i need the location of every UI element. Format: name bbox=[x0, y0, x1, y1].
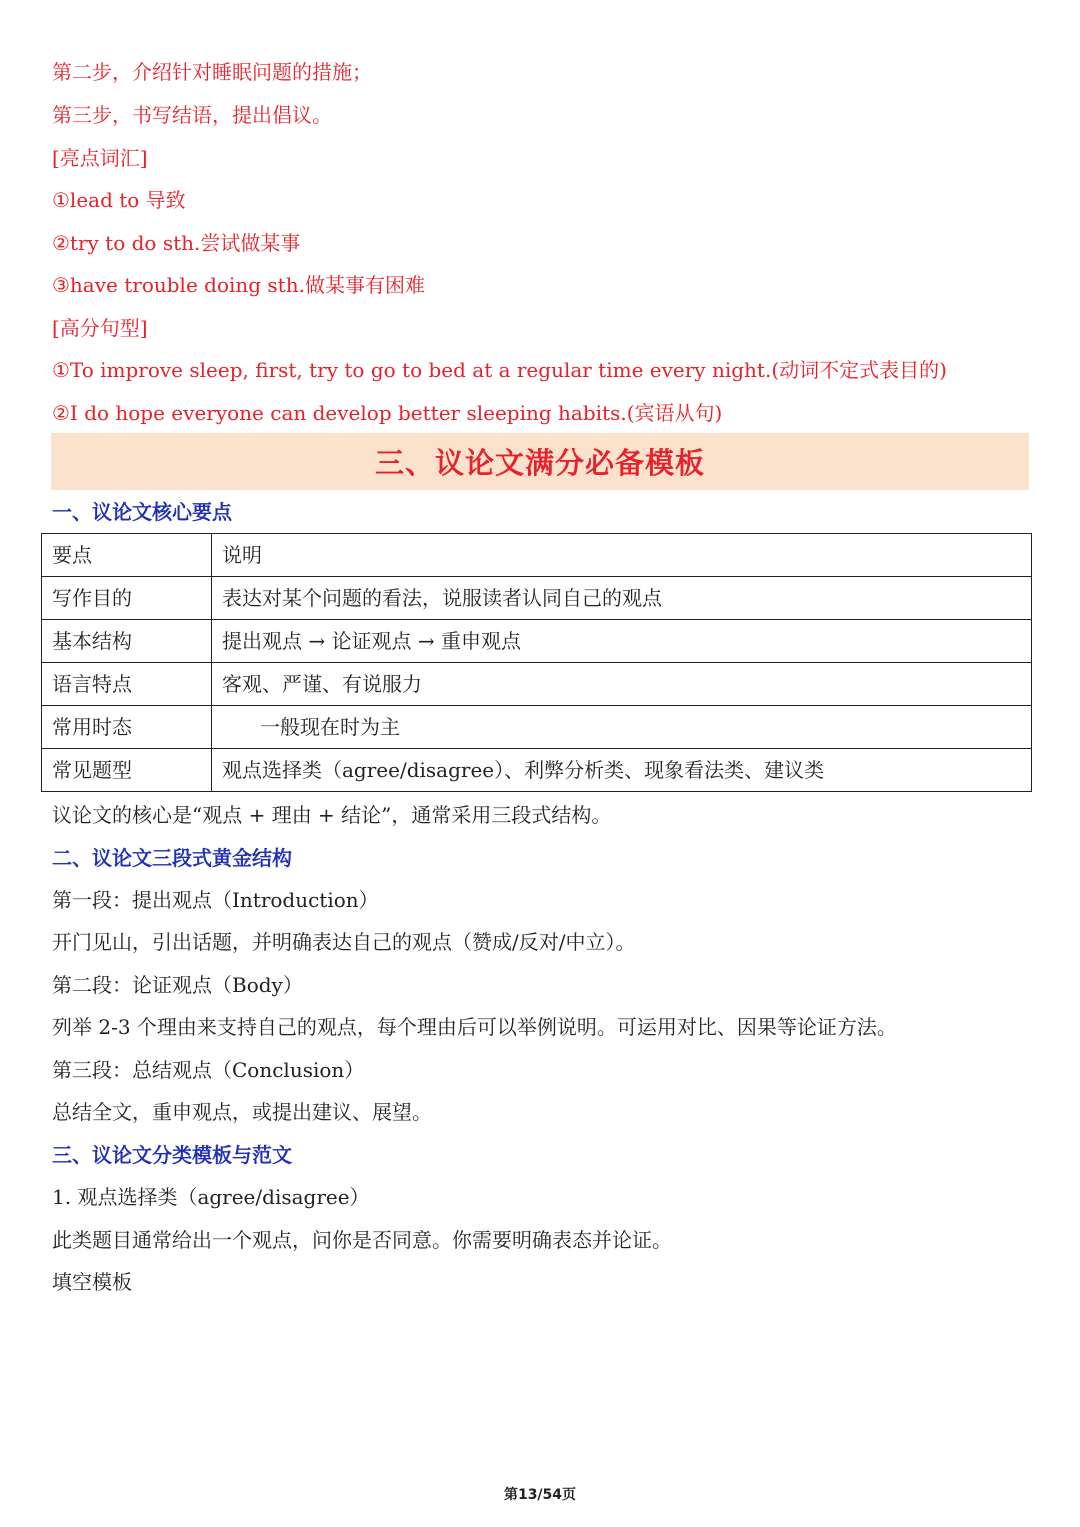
category-one-desc: 此类题目通常给出一个观点，问你是否同意。你需要明确表态并论证。 bbox=[52, 1228, 672, 1252]
paragraph-one-desc: 开门见山，引出话题，并明确表达自己的观点（赞成/反对/中立）。 bbox=[52, 930, 636, 954]
highlight-vocab-heading: [亮点词汇] bbox=[52, 146, 148, 170]
table-cell-desc: 表达对某个问题的看法，说服读者认同自己的观点 bbox=[212, 577, 1032, 620]
paragraph-two-desc: 列举 2-3 个理由来支持自己的观点，每个理由后可以举例说明。可运用对比、因果等论证方法。 bbox=[52, 1015, 897, 1039]
table-header-row bbox=[42, 534, 1032, 577]
core-note: 议论文的核心是“观点 + 理由 + 结论”，通常采用三段式结构。 bbox=[52, 803, 612, 827]
table-cell-desc: 提出观点 → 论证观点 → 重申观点 bbox=[212, 620, 1032, 663]
sentence-item-1: ①To improve sleep, first, try to go to bed at a regular time every night.(动词不定式表目的) bbox=[52, 358, 947, 382]
paragraph-one-title: 第一段：提出观点（Introduction） bbox=[52, 888, 379, 912]
vocab-item-2: ②try to do sth.尝试做某事 bbox=[52, 231, 301, 255]
table-row bbox=[42, 620, 1032, 663]
section2-heading: 二、议论文三段式黄金结构 bbox=[52, 846, 292, 870]
paragraph-two-title: 第二段：论证观点（Body） bbox=[52, 973, 303, 997]
section-banner bbox=[51, 433, 1029, 490]
table-cell-desc: 观点选择类（agree/disagree）、利弊分析类、现象看法类、建议类 bbox=[212, 749, 1032, 792]
table-cell-key: 常用时态 bbox=[42, 706, 212, 749]
step-two-line: 第二步，介绍针对睡眠问题的措施； bbox=[52, 60, 372, 84]
paragraph-three-title: 第三段：总结观点（Conclusion） bbox=[52, 1058, 365, 1082]
page-indicator: 第13/54页 bbox=[503, 1487, 577, 1503]
table-cell-desc: 一般现在时为主 bbox=[212, 706, 1032, 749]
step-three-line: 第三步，书写结语，提出倡议。 bbox=[52, 103, 332, 127]
table-row bbox=[42, 749, 1032, 792]
table-header-cell: 说明 bbox=[212, 534, 1032, 577]
fill-template-label: 填空模板 bbox=[52, 1270, 132, 1294]
category-one-title: 1. 观点选择类（agree/disagree） bbox=[52, 1185, 370, 1209]
paragraph-three-desc: 总结全文，重申观点，或提出建议、展望。 bbox=[52, 1100, 432, 1124]
table-cell-key: 基本结构 bbox=[42, 620, 212, 663]
section1-heading: 一、议论文核心要点 bbox=[52, 500, 232, 524]
table-row bbox=[42, 577, 1032, 620]
key-points-table bbox=[41, 533, 1032, 792]
vocab-item-1: ①lead to 导致 bbox=[52, 188, 186, 212]
vocab-item-3: ③have trouble doing sth.做某事有困难 bbox=[52, 273, 425, 297]
table-header-cell: 要点 bbox=[42, 534, 212, 577]
table-row bbox=[42, 706, 1032, 749]
sentence-item-2: ②I do hope everyone can develop better sleeping habits.(宾语从句) bbox=[52, 401, 723, 425]
table-cell-key: 常见题型 bbox=[42, 749, 212, 792]
banner-title: 三、议论文满分必备模板 bbox=[374, 446, 705, 480]
table-cell-key: 写作目的 bbox=[42, 577, 212, 620]
table-cell-desc: 客观、严谨、有说服力 bbox=[212, 663, 1032, 706]
table-row bbox=[42, 663, 1032, 706]
table-cell-key: 语言特点 bbox=[42, 663, 212, 706]
section3-heading: 三、议论文分类模板与范文 bbox=[52, 1143, 292, 1167]
sentence-pattern-heading: [高分句型] bbox=[52, 316, 148, 340]
